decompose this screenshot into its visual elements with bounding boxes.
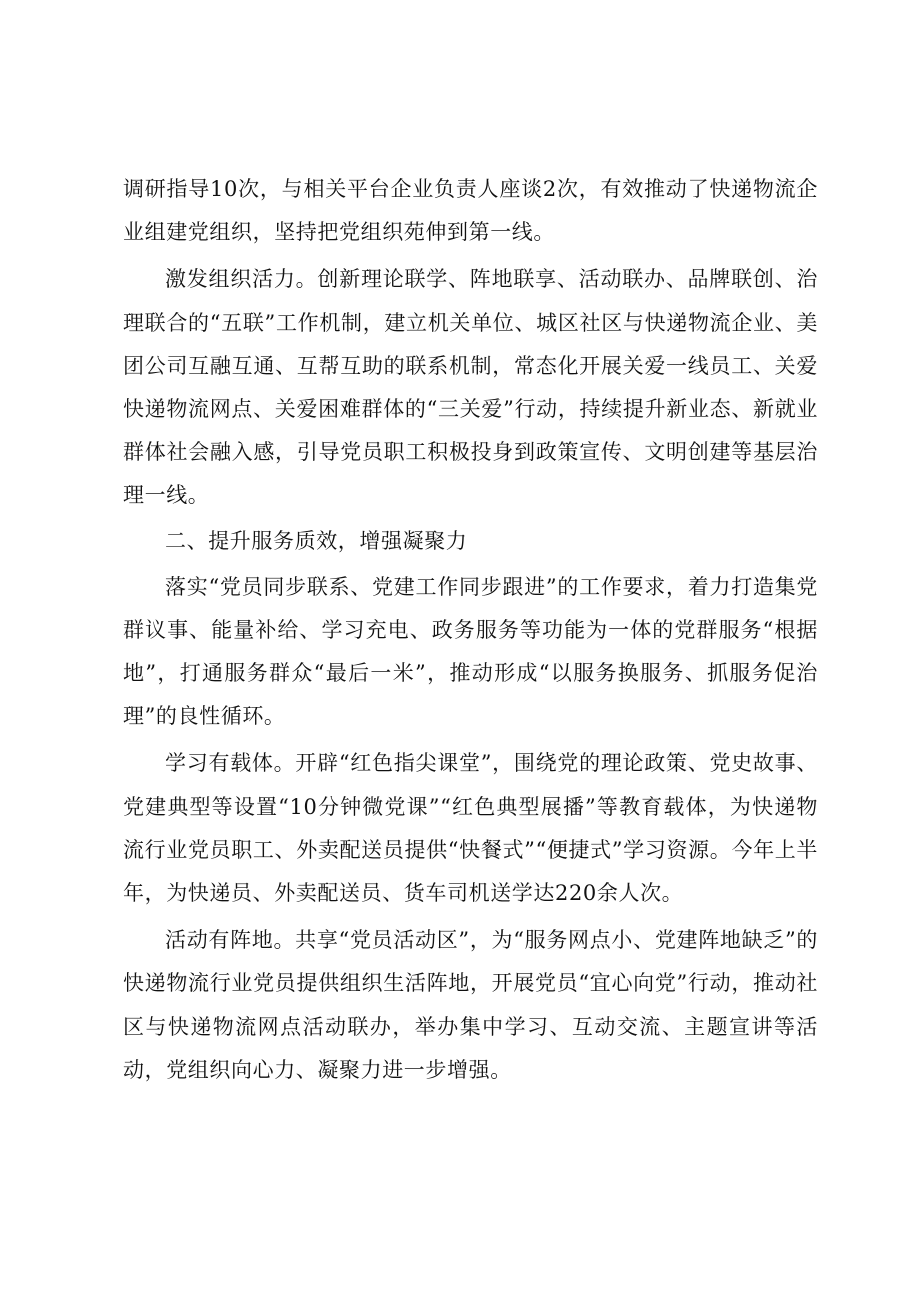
paragraph-service-requirements: 落实“党员同步联系、党建工作同步跟进”的工作要求，着力打造集党群议事、能量补给、学习充电、政务服务等功能为一体的党群服务“根据地”，打通服务群众“最后一米”，推动形成“以服务换服务、抓服务促治理”的良性循环。 <box>123 574 818 729</box>
paragraph-organization-vitality: 激发组织活力。创新理论联学、阵地联享、活动联办、品牌联创、治理联合的“五联”工作机制，建立机关单位、城区社区与快递物流企业、美团公司互融互通、互帮互助的联系机制，常态化开展关爱一线员工、关爱快递物流网点、关爱困难群体的“三关爱”行动，持续提升新业态、新就业群体社会融入感，引导党员职工积极投身到政策宣传、文明创建等基层治理一线。 <box>123 267 818 508</box>
paragraph-activity-venue: 活动有阵地。共享“党员活动区”，为“服务网点小、党建阵地缺乏”的快递物流行业党员提供组织生活阵地，开展党员“宜心向党”行动，推动社区与快递物流网点活动联办，举办集中学习、互动交流、主题宣讲等活动，党组织向心力、凝聚力进一步增强。 <box>123 928 818 1082</box>
paragraph-learning-carrier: 学习有载体。开辟“红色指尖课堂”，围绕党的理论政策、党史故事、党建典型等设置“10分钟微党课”“红色典型展播”等教育载体，为快递物流行业党员职工、外卖配送员提供“快餐式”“便捷式”学习资源。今年上半年，为快递员、外卖配送员、货车司机送学达220余人次。 <box>123 751 818 906</box>
paragraph-continuation: 调研指导10次，与相关平台企业负责人座谈2次，有效推动了快递物流企业组建党组织，坚持把党组织苑伸到第一线。 <box>123 177 818 245</box>
document-body <box>123 168 818 1092</box>
section-heading: 二、提升服务质效，增强凝聚力 <box>165 528 468 553</box>
